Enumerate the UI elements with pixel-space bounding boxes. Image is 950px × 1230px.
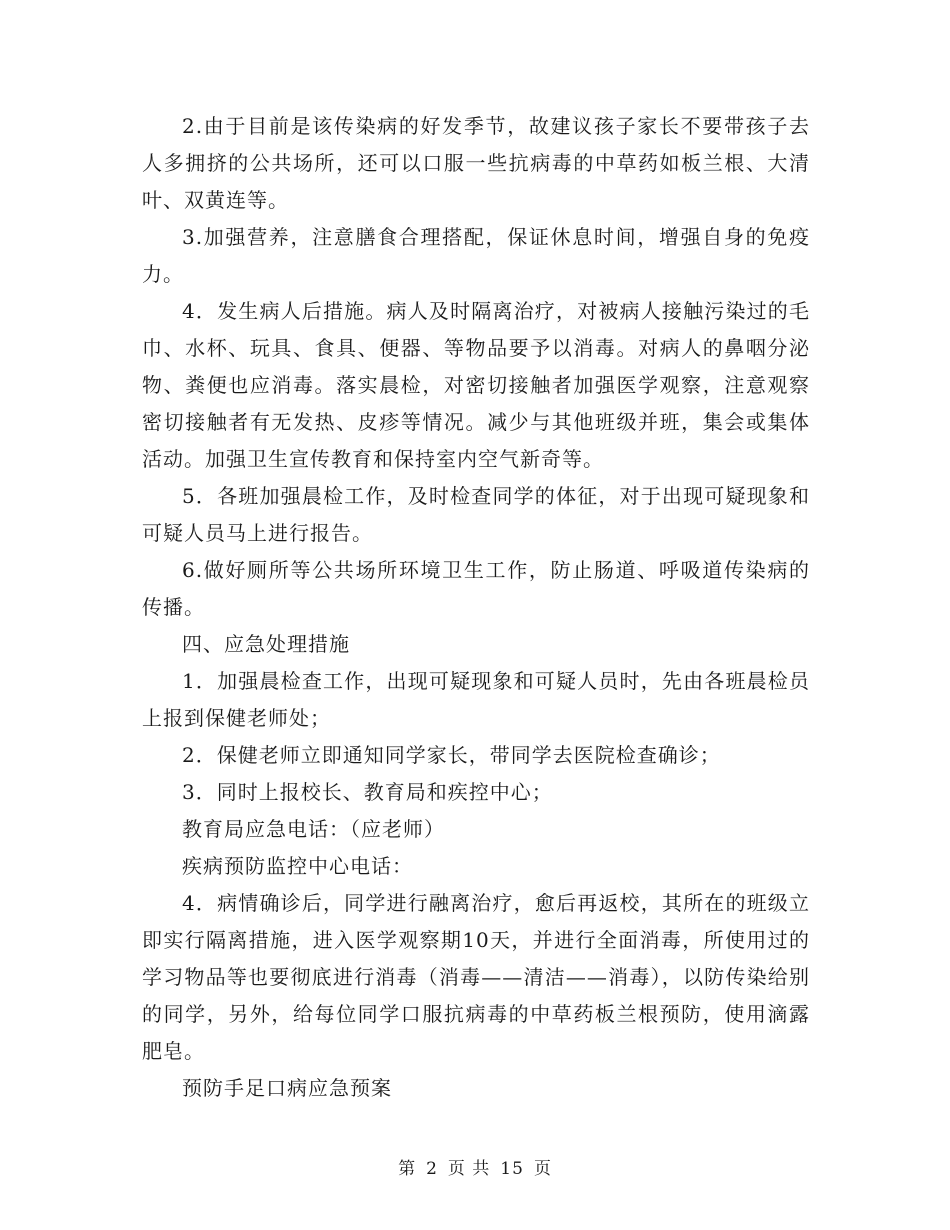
emergency-step-1: 1．加强晨检查工作，出现可疑现象和可疑人员时，先由各班晨检员上报到保健老师处；: [142, 669, 810, 730]
next-section-title: 预防手足口病应急预案: [182, 1076, 392, 1100]
footer-middle: 页 共: [447, 1159, 491, 1179]
footer-total-pages: 15: [500, 1159, 524, 1179]
emergency-step-3: 3．同时上报校长、教育局和疾控中心；: [182, 780, 553, 804]
education-bureau-phone: 教育局应急电话：（应老师）: [182, 817, 445, 841]
cdc-phone: 疾病预防监控中心电话：: [182, 854, 413, 878]
section-heading-emergency: 四、应急处理措施: [182, 632, 350, 656]
page-footer: [0, 1154, 950, 1179]
paragraph-item-4: 4．发生病人后措施。病人及时隔离治疗，对被病人接触污染过的毛巾、水杯、玩具、食具、便器、等物品要予以消毒。对病人的鼻咽分泌物、粪便也应消毒。落实晨检，对密切接触者加强医学观察，注意观察密切接触者有无发热、皮疹等情况。减少与其他班级并班，集会或集体活动。加强卫生宣传教育和保持室内空气新奇等。: [142, 299, 810, 471]
paragraph-item-3: 3.加强营养，注意膳食合理搭配，保证休息时间，增强自身的免疫力。: [142, 225, 810, 286]
footer-prefix: 第: [398, 1159, 417, 1179]
paragraph-item-6: 6.做好厕所等公共场所环境卫生工作，防止肠道、呼吸道传染病的传播。: [142, 558, 810, 619]
emergency-step-4: 4．病情确诊后，同学进行融离治疗，愈后再返校，其所在的班级立即实行隔离措施，进入医学观察期10天，并进行全面消毒，所使用过的学习物品等也要彻底进行消毒（消毒——清洁——消毒），以防传染给别的同学，另外，给每位同学口服抗病毒的中草药板兰根预防，使用滴露肥皂。: [142, 891, 810, 1063]
paragraph-item-5: 5．各班加强晨检工作，及时检查同学的体征，对于出现可疑现象和可疑人员马上进行报告。: [142, 484, 810, 545]
footer-suffix: 页: [533, 1159, 552, 1179]
footer-current-page: 2: [426, 1159, 438, 1179]
paragraph-item-2: 2.由于目前是该传染病的好发季节，故建议孩子家长不要带孩子去人多拥挤的公共场所，还可以口服一些抗病毒的中草药如板兰根、大清叶、双黄连等。: [142, 114, 810, 212]
document-body: [142, 108, 810, 1107]
emergency-step-2: 2．保健老师立即通知同学家长，带同学去医院检查确诊；: [182, 743, 721, 767]
